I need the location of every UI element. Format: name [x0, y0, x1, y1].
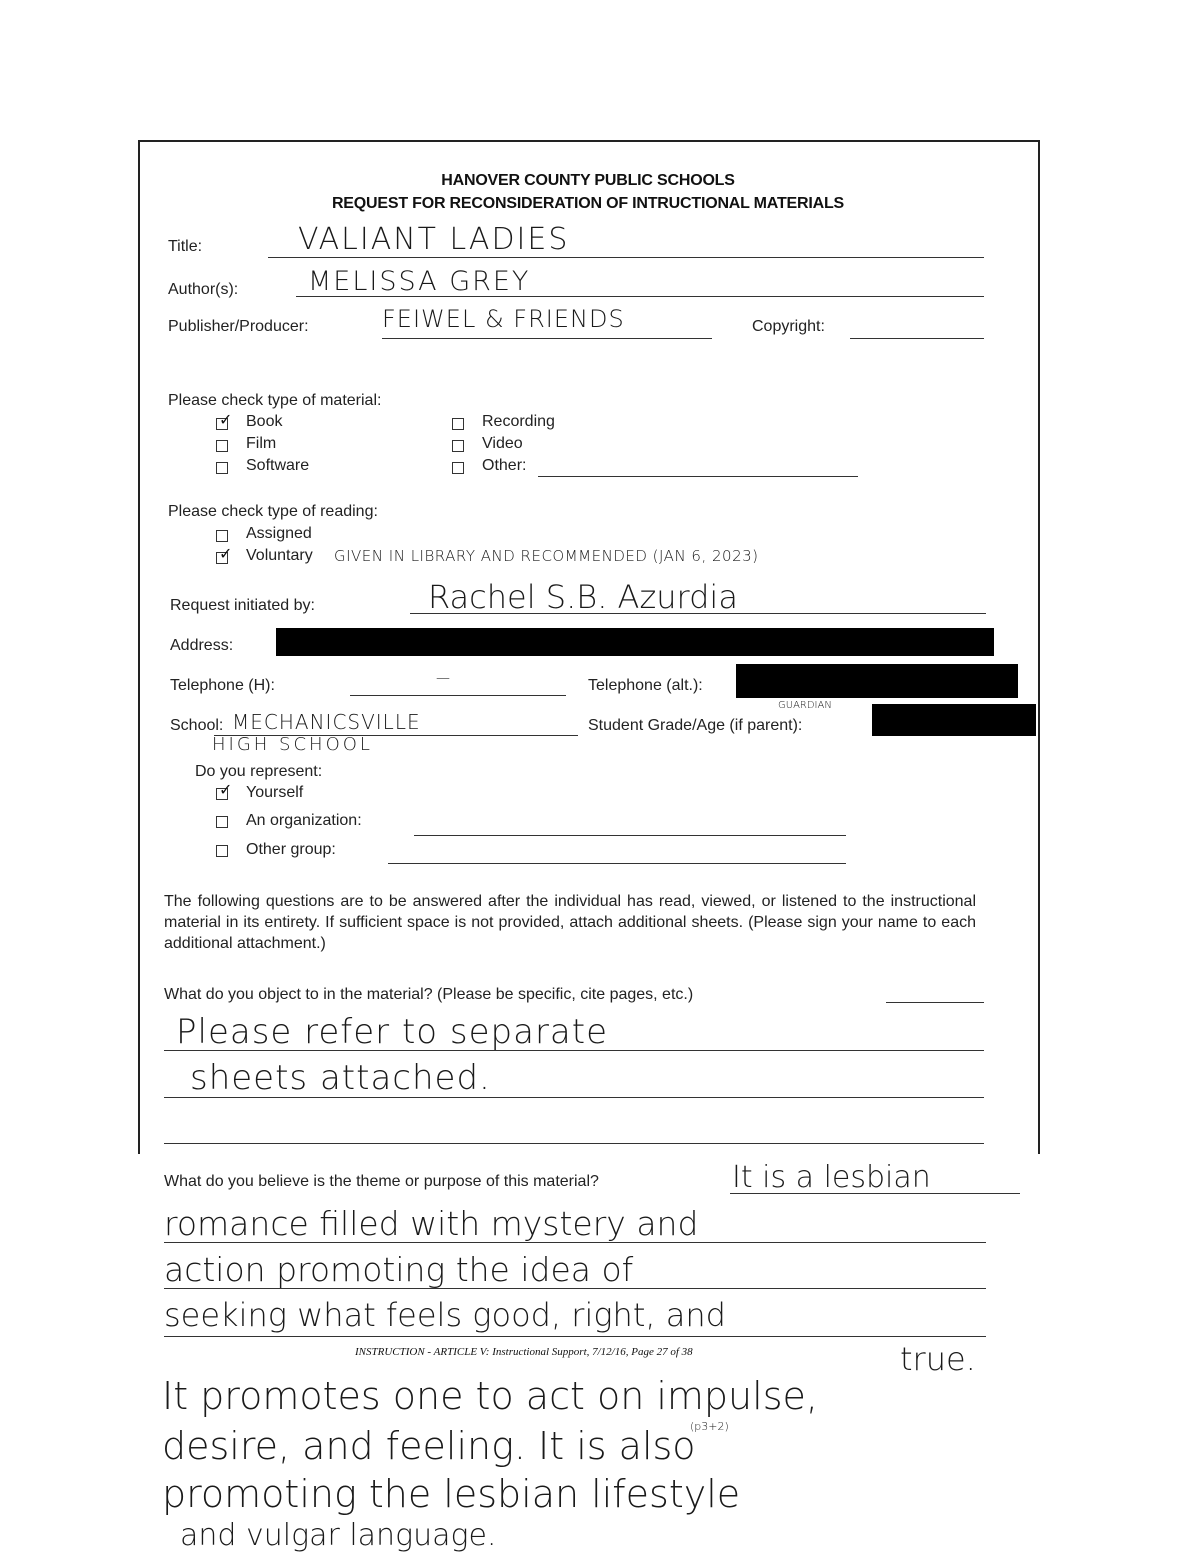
publisher-label: Publisher/Producer:: [168, 318, 309, 335]
q2-answer-line-4: true.: [900, 1340, 976, 1378]
school-value-1[interactable]: MECHANICSVILLE: [232, 710, 421, 734]
page-footer: INSTRUCTION - ARTICLE V: Instructional Support, 7/12/16, Page 27 of 38: [355, 1346, 693, 1358]
copyright-label: Copyright:: [752, 318, 825, 335]
other-group-line: [388, 863, 846, 864]
checkbox-recording[interactable]: [452, 418, 464, 430]
author-line: [296, 296, 984, 297]
q2-answer-line-1[interactable]: romance filled with mystery and: [164, 1204, 699, 1243]
voluntary-note: GIVEN IN LIBRARY AND RECOMMENDED (JAN 6, 2023): [334, 547, 759, 565]
initiated-line: [410, 613, 986, 614]
bottom-note-page-ref: (p3+2): [690, 1420, 729, 1433]
address-redaction: [276, 628, 994, 656]
option-other-label: Other:: [482, 457, 527, 474]
grade-label: Student Grade/Age (if parent):: [588, 717, 803, 734]
q1-line-2: [164, 1097, 984, 1098]
q1-line-0: [886, 1002, 984, 1003]
grade-note: GUARDIAN: [778, 700, 832, 711]
phone-h-label: Telephone (H):: [170, 677, 275, 694]
bottom-note-line-1: It promotes one to act on impulse,: [162, 1374, 818, 1418]
represent-prompt: Do you represent:: [195, 763, 323, 780]
author-value[interactable]: MELISSA GREY: [308, 266, 531, 297]
title-line: [268, 257, 984, 258]
q2-line-1: [164, 1242, 986, 1243]
checkbox-other-group[interactable]: [216, 845, 228, 857]
q2-answer-start[interactable]: It is a lesbian: [732, 1160, 931, 1195]
instructions-paragraph: The following questions are to be answered after the individual has read, viewed, or listened to the instructional material in its entirety. If sufficient space is not provided, attach additional sheets. (Please sign your name to each additional attachment.): [164, 893, 976, 952]
school-label: School:: [170, 717, 224, 734]
checkbox-book[interactable]: [216, 418, 228, 430]
copyright-line: [850, 338, 984, 339]
initiated-value[interactable]: Rachel S.B. Azurdia: [428, 578, 738, 616]
option-yourself-label: Yourself: [246, 784, 304, 801]
q1-question: What do you object to in the material? (Please be specific, cite pages, etc.): [164, 986, 694, 1003]
option-voluntary-label: Voluntary: [246, 547, 313, 564]
checkbox-voluntary[interactable]: [216, 552, 228, 564]
option-book-label: Book: [246, 413, 283, 430]
address-label: Address:: [170, 637, 234, 654]
option-recording-label: Recording: [482, 413, 555, 430]
q1-answer-line-2[interactable]: sheets attached.: [190, 1058, 491, 1098]
bottom-note-line-3: promoting the lesbian lifestyle: [162, 1472, 741, 1516]
option-software-label: Software: [246, 457, 310, 474]
title-value[interactable]: VALIANT LADIES: [298, 222, 570, 257]
option-organization-label: An organization:: [246, 812, 362, 829]
checkbox-video[interactable]: [452, 440, 464, 452]
option-other-group-label: Other group:: [246, 841, 336, 858]
checkbox-film[interactable]: [216, 440, 228, 452]
q1-line-3: [164, 1143, 984, 1144]
checkbox-organization[interactable]: [216, 816, 228, 828]
phone-h-line: [350, 695, 566, 696]
checkbox-other[interactable]: [452, 462, 464, 474]
q2-line-0: [730, 1193, 1020, 1194]
publisher-line: [382, 338, 712, 339]
publisher-value[interactable]: FEIWEL & FRIENDS: [382, 305, 625, 333]
phone-alt-label: Telephone (alt.):: [588, 677, 703, 694]
author-label: Author(s):: [168, 281, 239, 298]
checkbox-software[interactable]: [216, 462, 228, 474]
bottom-note-line-4: and vulgar language.: [180, 1518, 497, 1553]
phone-h-value[interactable]: —: [436, 670, 450, 686]
q2-question: What do you believe is the theme or purpose of this material?: [164, 1173, 599, 1190]
grade-redaction: [872, 704, 1036, 736]
title-label: Title:: [168, 238, 203, 255]
form-header-line1: HANOVER COUNTY PUBLIC SCHOOLS: [441, 172, 735, 189]
material-type-prompt: Please check type of material:: [168, 392, 382, 409]
bottom-note-line-2: desire, and feeling. It is also: [162, 1424, 696, 1468]
organization-line: [414, 835, 846, 836]
initiated-label: Request initiated by:: [170, 597, 315, 614]
phone-alt-redaction: [736, 664, 1018, 698]
q1-line-1: [164, 1050, 984, 1051]
form-header-line2: REQUEST FOR RECONSIDERATION OF INTRUCTIONAL MATERIALS: [331, 195, 845, 212]
checkbox-yourself[interactable]: [216, 788, 228, 800]
school-value-2: HIGH SCHOOL: [212, 734, 373, 755]
checkbox-assigned[interactable]: [216, 530, 228, 542]
option-film-label: Film: [246, 435, 277, 452]
option-video-label: Video: [482, 435, 523, 452]
q1-answer-line-1[interactable]: Please refer to separate: [176, 1012, 609, 1052]
reading-type-prompt: Please check type of reading:: [168, 503, 378, 520]
q2-line-3: [164, 1336, 986, 1337]
q2-answer-line-2[interactable]: action promoting the idea of: [164, 1250, 634, 1289]
other-line: [538, 476, 858, 477]
q2-line-2: [164, 1288, 986, 1289]
q2-answer-line-3[interactable]: seeking what feels good, right, and: [164, 1296, 726, 1334]
option-assigned-label: Assigned: [246, 525, 312, 542]
